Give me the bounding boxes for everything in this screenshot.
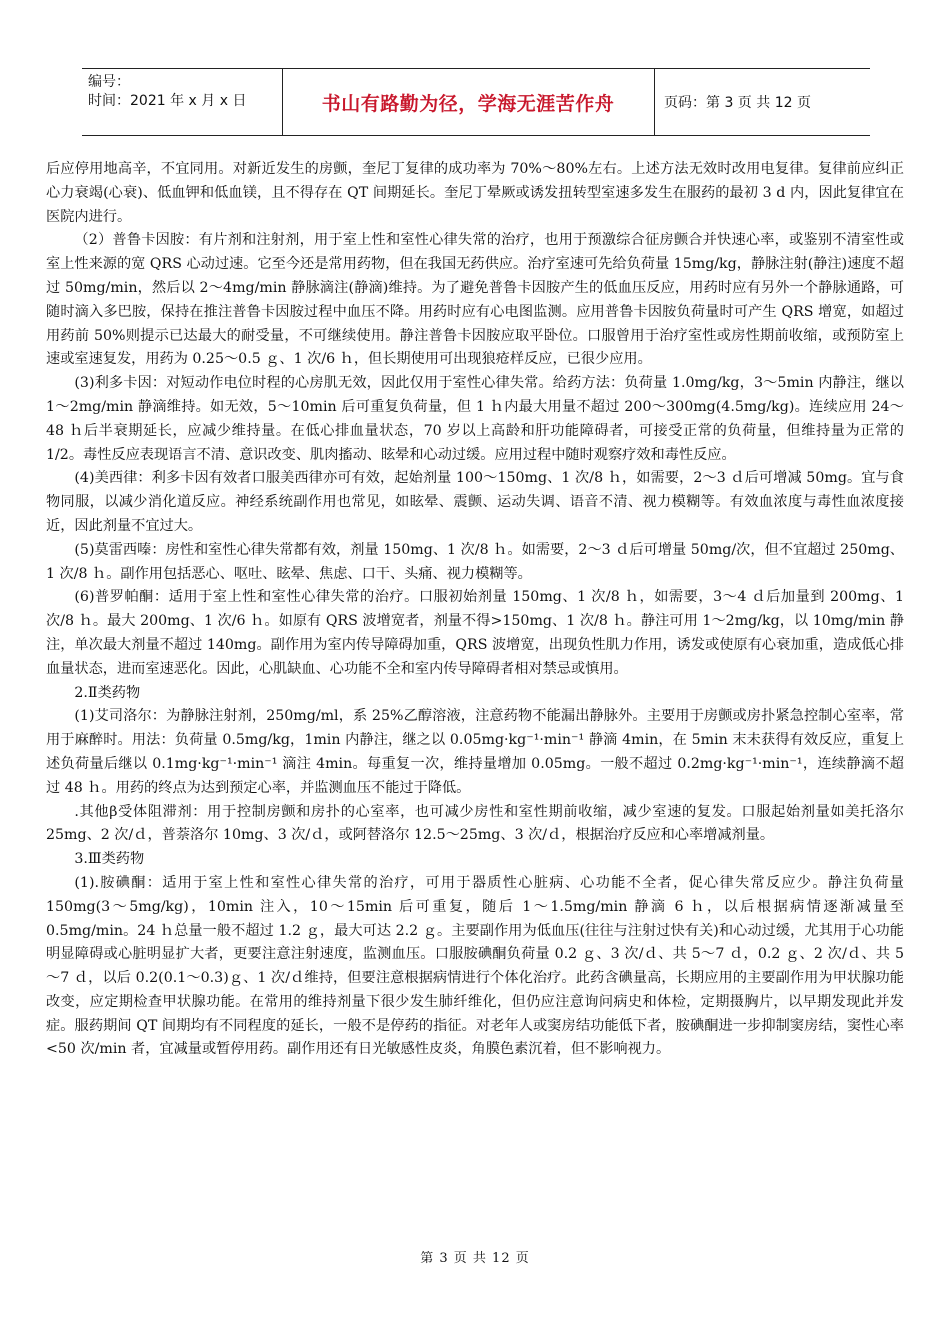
paragraph-amiodarone: (1).胺碘酮：适用于室上性和室性心律失常的治疗，可用于器质性心脏病、心功能不全者，促心律失常反应少。静注负荷量 150mg(3～5mg/kg)，10min 注入，10～15min 后可重复，随后 1～1.5mg/min 静滴 6 ｈ，以后根据病情逐渐减量至 0.5mg/min。24 ｈ总量一般不超过 1.2 ｇ，最大可达 2.2 ｇ。主要副作用为低血压(往往与注射过快有关)和心动过缓，尤其用于心功能明显障碍或心脏明显扩大者，更要注意注射速度，监测血压。口服胺碘酮负荷量 0.2 ｇ、3 次/ｄ、共 5～7 ｄ，0.2 ｇ、2 次/ｄ、共 5～7 ｄ，以后 0.2(0.1～0.3)ｇ、1 次/ｄ维持，但要注意根据病情进行个体化治疗。此药含碘量高，长期应用的主要副作用为甲状腺功能改变，应定期检查甲状腺功能。在常用的维持剂量下很少发生肺纤维化，但仍应注意询问病史和体检，定期摄胸片，以早期发现此并发症。服药期间 QT 间期均有不同程度的延长，一般不是停药的指征。对老年人或窦房结功能低下者，胺碘酮进一步抑制窦房结，窦性心率<50 次/min 者，宜减量或暂停用药。副作用还有日光敏感性皮炎，角膜色素沉着，但不影响视力。: [46, 874, 904, 1058]
paragraph-esmolol: (1)艾司洛尔：为静脉注射剂，250mg/ml，系 25%乙醇溶液，注意药物不能漏出静脉外。主要用于房颤或房扑紧急控制心室率，常用于麻醉时。用法：负荷量 0.5mg/kg，1min 内静注，继之以 0.05mg·kg⁻¹·min⁻¹ 静滴 4min，在 5min 末未获得有效反应，重复上述负荷量后继以 0.1mg·kg⁻¹·min⁻¹ 滴注 4min。每重复一次，维持量增加 0.05mg。一般不超过 0.2mg·kg⁻¹·min⁻¹，连续静滴不超过 48 ｈ。用药的终点为达到预定心率，并监测血压不能过于降低。: [46, 708, 904, 796]
page-header: [82, 68, 870, 136]
header-divider: [654, 69, 655, 135]
paragraph-other-beta-blockers: .其他β受体阻滞剂：用于控制房颤和房扑的心室率，也可减少房性和室性期前收缩，减少室速的复发。口服起始剂量如美托洛尔 25mg、2 次/ｄ，普萘洛尔 10mg、3 次/ｄ，或阿替洛尔 12.5～25mg、3 次/ｄ，根据治疗反应和心率增减剂量。: [46, 803, 904, 844]
paragraph-quinidine-continued: 后应停用地高辛，不宜同用。对新近发生的房颤，奎尼丁复律的成功率为 70%～80%左右。上述方法无效时改用电复律。复律前应纠正心力衰竭(心衰)、低血钾和低血镁，且不得存在 QT 间期延长。奎尼丁晕厥或诱发扭转型室速多发生在服药的最初 3 d 内，因此复律宜在医院内进行。: [46, 161, 904, 225]
paragraph-mexiletine: (4)美西律：利多卡因有效者口服美西律亦可有效，起始剂量 100～150mg、1 次/8 ｈ，如需要，2～3 ｄ后可增减 50mg。宜与食物同服，以减少消化道反应。神经系统副作用也常见，如眩晕、震颤、运动失调、语音不清、视力模糊等。有效血浓度与毒性血浓度接近，因此剂量不宜过大。: [46, 470, 904, 534]
paragraph-moricizine: (5)莫雷西嗪：房性和室性心律失常都有效，剂量 150mg、1 次/8 ｈ。如需要，2～3 ｄ后可增量 50mg/次，但不宜超过 250mg、1 次/8 ｈ。副作用包括恶心、呕吐、眩晕、焦虑、口干、头痛、视力模糊等。: [46, 541, 904, 582]
paragraph-lidocaine: (3)利多卡因：对短动作电位时程的心房肌无效，因此仅用于室性心律失常。给药方法：负荷量 1.0mg/kg，3～5min 内静注，继以 1～2mg/min 静滴维持。如无效，5～10min 后可重复负荷量，但 1 ｈ内最大用量不超过 200～300mg(4.5mg/kg)。连续应用 24～48 ｈ后半衰期延长，应减少维持量。在低心排血量状态，70 岁以上高龄和肝功能障碍者，可接受正常的负荷量，但维持量为正常的 1/2。毒性反应表现语言不清、意识改变、肌肉搐动、眩晕和心动过缓。应用过程中随时观察疗效和毒性反应。: [46, 375, 904, 463]
header-page-info: 页码：第 3 页 共 12 页: [664, 95, 811, 111]
page-footer: 第 3 页 共 12 页: [420, 1251, 530, 1266]
document-body: [46, 158, 904, 1062]
document-number-label: 编号：: [88, 74, 130, 90]
header-motto: 书山有路勤为径，学海无涯苦作舟: [321, 92, 615, 115]
paragraph-procainamide: （2）普鲁卡因胺：有片剂和注射剂，用于室上性和室性心律失常的治疗，也用于预激综合征房颤合并快速心率，或鉴别不清室性或室上性来源的宽 QRS 心动过速。它至今还是常用药物，但在我国无药供应。治疗室速可先给负荷量 15mg/kg，静脉注射(静注)速度不超过 50mg/min，然后以 2～4mg/min 静脉滴注(静滴)维持。为了避免普鲁卡因胺产生的低血压反应，用药时应有另外一个静脉通路，可随时滴入多巴胺，保持在推注普鲁卡因胺过程中血压不降。用药时应有心电图监测。应用普鲁卡因胺负荷量时可产生 QRS 增宽，如超过用药前 50%则提示已达最大的耐受量，不可继续使用。静注普鲁卡因胺应取平卧位。口服曾用于治疗室性或房性期前收缩，或预防室上速或室速复发，用药为 0.25～0.5 ｇ、1 次/6 ｈ，但长期使用可出现狼疮样反应，已很少应用。: [46, 232, 904, 368]
section-heading-class-2: 2.Ⅱ类药物: [74, 684, 141, 701]
paragraph-propafenone: (6)普罗帕酮：适用于室上性和室性心律失常的治疗。口服初始剂量 150mg、1 次/8 ｈ，如需要，3～4 ｄ后加量到 200mg、1 次/8 ｈ。最大 200mg、1 次/6 ｈ。如原有 QRS 波增宽者，剂量不得>150mg、1 次/8 ｈ。静注可用 1～2mg/kg，以 10mg/min 静注，单次最大剂量不超过 140mg。副作用为室内传导障碍加重，QRS 波增宽，出现负性肌力作用，诱发或使原有心衰加重，造成低心排血量状态，进而室速恶化。因此，心肌缺血、心功能不全和室内传导障碍者相对禁忌或慎用。: [46, 589, 904, 677]
section-heading-class-3: 3.Ⅲ类药物: [74, 851, 145, 868]
header-meta: [88, 73, 278, 111]
document-date-label: 时间：2021 年 x 月 x 日: [88, 93, 247, 109]
